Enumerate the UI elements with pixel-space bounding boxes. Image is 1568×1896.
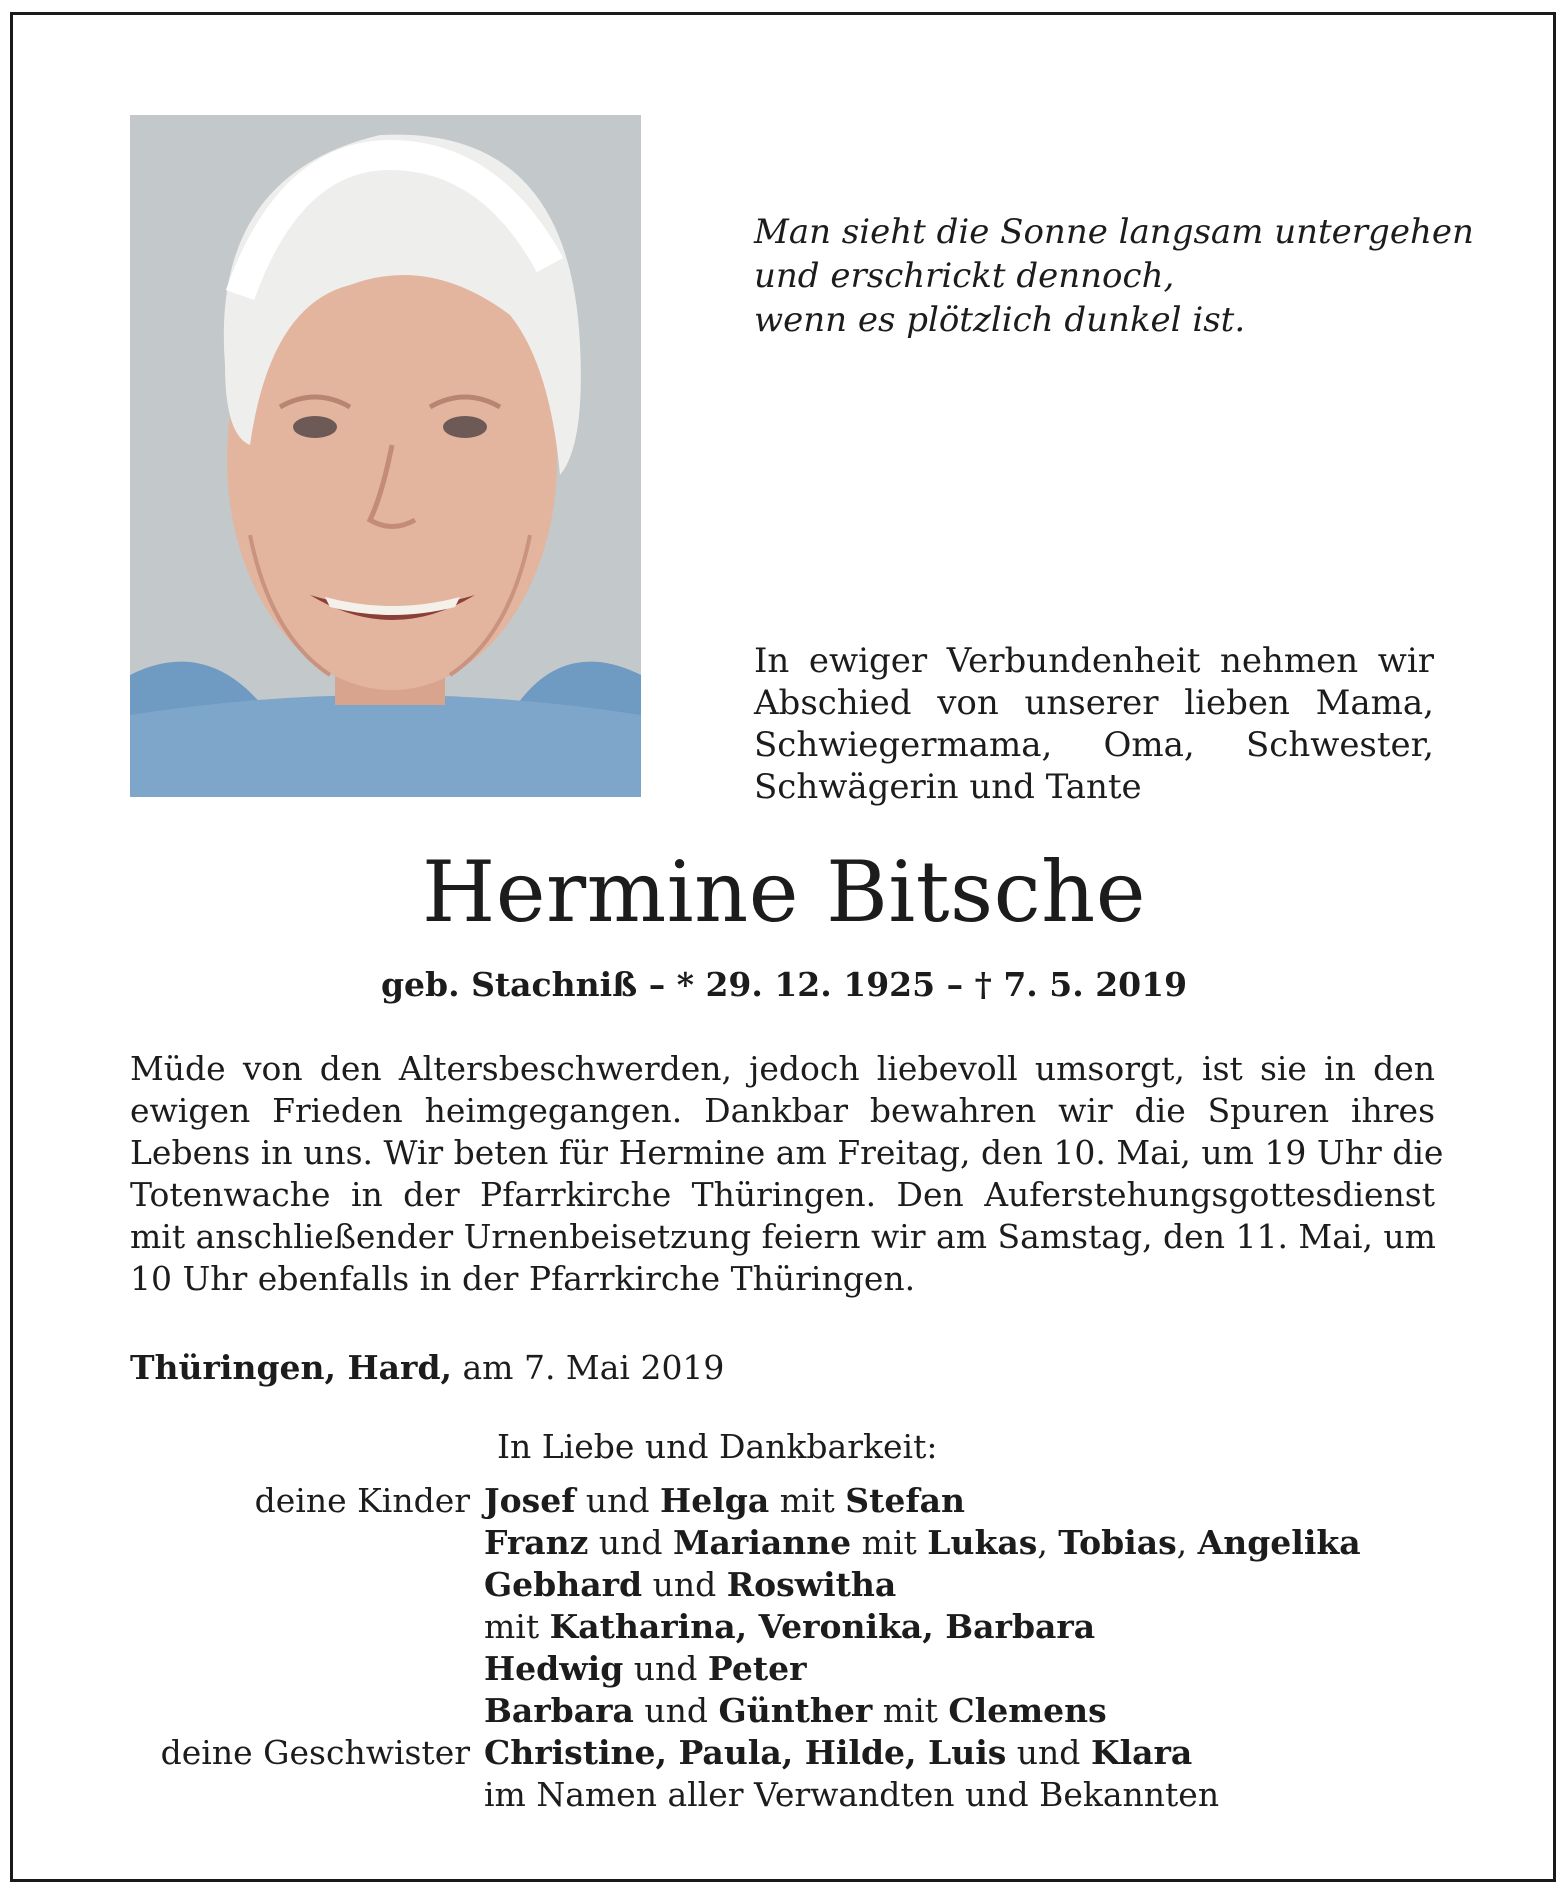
family-member-name: Stefan <box>845 1481 965 1520</box>
greeting-line: In Liebe und Dankbarkeit: <box>497 1427 938 1466</box>
body-line: ewigen Frieden heimgegangen. Dankbar bewahren wir die Spuren ihres <box>130 1091 1435 1130</box>
family-relation-label <box>130 1522 484 1564</box>
family-row <box>130 1564 1450 1606</box>
connector-text: im Namen aller Verwandten und Bekannten <box>484 1775 1220 1814</box>
intro-line: In ewiger Verbundenheit nehmen wir <box>754 641 1434 681</box>
family-member-name: Barbara <box>484 1691 634 1730</box>
place-date-line <box>130 1346 724 1390</box>
family-relation-label <box>130 1648 484 1690</box>
birth-death-dates: geb. Stachniß – * 29. 12. 1925 – † 7. 5. 2019 <box>380 965 1188 1004</box>
quote-verse <box>754 210 1474 342</box>
family-member-name: Katharina, Veronika, Barbara <box>549 1607 1096 1646</box>
quote-line: und erschrickt dennoch, <box>754 256 1175 296</box>
family-member-name: Marianne <box>672 1523 852 1562</box>
family-row <box>130 1480 1450 1522</box>
connector-text: mit <box>769 1481 846 1520</box>
family-member-name: Franz <box>484 1523 589 1562</box>
connector-text: und <box>588 1523 673 1562</box>
family-member-name: Clemens <box>948 1691 1107 1730</box>
body-paragraph <box>130 1048 1444 1300</box>
connector-text: mit <box>484 1607 550 1646</box>
family-row <box>130 1690 1450 1732</box>
body-line: Müde von den Altersbeschwerden, jedoch liebevoll umsorgt, ist sie in den <box>130 1049 1435 1088</box>
connector-text: und <box>1006 1733 1091 1772</box>
family-relation-label <box>130 1606 484 1648</box>
family-member-name: Peter <box>707 1649 807 1688</box>
family-relation-label: deine Kinder <box>254 1481 470 1520</box>
family-names <box>484 1564 896 1606</box>
family-member-name: Tobias <box>1058 1523 1177 1562</box>
family-names <box>484 1648 806 1690</box>
connector-text: und <box>633 1691 719 1730</box>
family-relation-label <box>130 1564 484 1606</box>
intro-line: Schwägerin und Tante <box>754 767 1142 807</box>
family-member-name: Klara <box>1090 1733 1193 1772</box>
connector-text: mit <box>872 1691 949 1730</box>
connector-text: , <box>1037 1523 1059 1562</box>
connector-text: mit <box>851 1523 928 1562</box>
family-member-name: Lukas <box>927 1523 1038 1562</box>
connector-text: und <box>623 1649 708 1688</box>
family-member-name: Hedwig <box>484 1649 624 1688</box>
portrait-photo <box>130 115 641 797</box>
family-names <box>484 1774 1219 1816</box>
family-row <box>130 1774 1450 1816</box>
family-member-name: Angelika <box>1197 1523 1361 1562</box>
family-member-name: Roswitha <box>726 1565 897 1604</box>
place-date: am 7. Mai 2019 <box>452 1348 725 1387</box>
family-row <box>130 1648 1450 1690</box>
quote-line: wenn es plötzlich dunkel ist. <box>754 300 1246 340</box>
place-names: Thüringen, Hard, <box>130 1348 453 1387</box>
body-line: mit anschließender Urnenbeisetzung feiern wir am Samstag, den 11. Mai, um <box>130 1217 1436 1256</box>
family-member-name: Günther <box>718 1691 873 1730</box>
family-names <box>484 1480 965 1522</box>
portrait-illustration <box>130 115 641 797</box>
body-line: Lebens in uns. Wir beten für Hermine am Freitag, den 10. Mai, um 19 Uhr die <box>130 1133 1444 1172</box>
family-member-name: Helga <box>660 1481 770 1520</box>
family-row <box>130 1522 1450 1564</box>
connector-text: und <box>642 1565 727 1604</box>
quote-line: Man sieht die Sonne langsam untergehen <box>754 212 1474 252</box>
family-member-name: Christine, Paula, Hilde, Luis <box>484 1733 1007 1772</box>
family-row <box>130 1606 1450 1648</box>
family-relation-label <box>130 1774 484 1816</box>
family-names <box>484 1690 1107 1732</box>
body-line: Totenwache in der Pfarrkirche Thüringen. Den Auferstehungsgottesdienst <box>130 1175 1435 1214</box>
connector-text: und <box>575 1481 661 1520</box>
family-names <box>484 1732 1192 1774</box>
body-line: 10 Uhr ebenfalls in der Pfarrkirche Thüringen. <box>130 1259 916 1298</box>
family-names <box>484 1606 1095 1648</box>
intro-paragraph <box>754 640 1434 808</box>
connector-text: , <box>1176 1523 1198 1562</box>
deceased-name: Hermine Bitsche <box>422 843 1146 941</box>
intro-line: Abschied von unserer lieben Mama, <box>754 683 1434 723</box>
family-member-name: Josef <box>484 1481 576 1520</box>
family-relation-label <box>130 1690 484 1732</box>
intro-line: Schwiegermama, Oma, Schwester, <box>754 725 1434 765</box>
family-names <box>484 1522 1361 1564</box>
family-member-name: Gebhard <box>484 1565 643 1604</box>
family-list <box>130 1480 1450 1816</box>
family-relation-label: deine Geschwister <box>160 1733 470 1772</box>
family-row <box>130 1732 1450 1774</box>
